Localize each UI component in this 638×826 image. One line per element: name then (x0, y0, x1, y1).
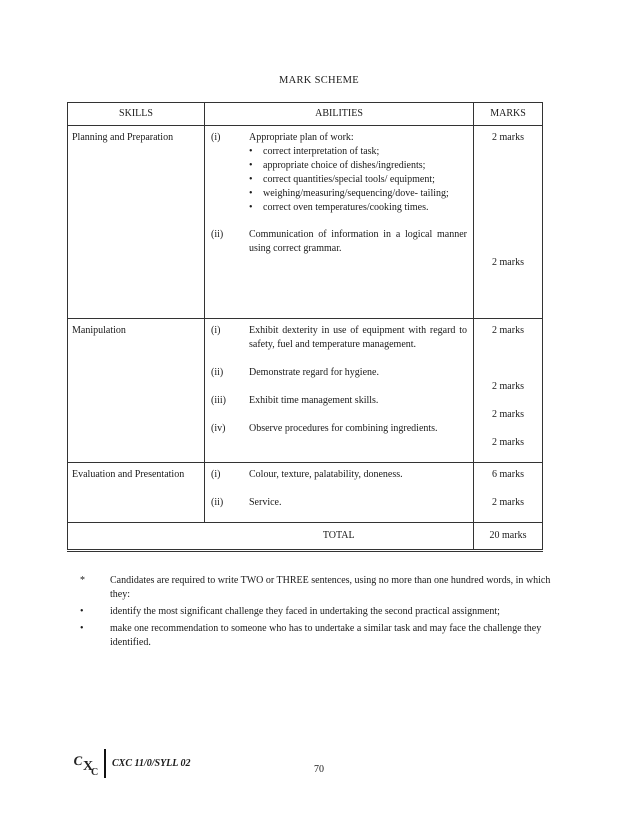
ability-item (205, 394, 473, 408)
item-text: Demonstrate regard for hygiene. (249, 367, 379, 378)
item-number: (iii) (211, 395, 226, 406)
item-number: (ii) (211, 229, 224, 240)
skill-evaluation: Evaluation and Presentation (68, 463, 205, 523)
ability-item (205, 496, 473, 510)
bullet-item: • correct interpretation of task; (249, 145, 467, 159)
abilities-cell (205, 319, 474, 463)
marks-value: 6 marks (492, 469, 524, 480)
item-number: (iv) (211, 423, 226, 434)
marks-value: 2 marks (492, 257, 524, 268)
item-text: Service. (249, 497, 282, 508)
ability-item (205, 228, 473, 256)
candidate-notes (80, 574, 555, 653)
mark-scheme-table (67, 102, 543, 552)
abilities-cell (205, 463, 474, 523)
page-number: 70 (314, 764, 324, 775)
marks-cell (474, 463, 543, 523)
item-text: Communication of information in a logical manner using correct grammar. (249, 229, 467, 254)
svg-text:C: C (91, 767, 99, 778)
total-spacer (68, 523, 205, 551)
item-number: (ii) (211, 367, 224, 378)
marks-value: 2 marks (492, 409, 524, 420)
total-row (68, 523, 543, 551)
item-number: (ii) (211, 497, 224, 508)
total-label: TOTAL (205, 523, 474, 551)
note-intro-text: Candidates are required to write TWO or THREE sentences, using no more than one hundred words, in which they: (110, 575, 551, 600)
marks-value: 2 marks (492, 325, 524, 336)
ability-item (205, 468, 473, 482)
syllabus-code: CXC 11/0/SYLL 02 (112, 758, 191, 769)
marks-cell (474, 319, 543, 463)
bullet-item: • weighing/measuring/sequencing/dove- tailing; (249, 187, 467, 201)
marks-value: 2 marks (492, 132, 524, 143)
header-marks: MARKS (474, 103, 543, 126)
note-bullet-text: make one recommendation to someone who has to undertake a similar task and may face the challenge they identified. (110, 623, 542, 648)
ability-item (205, 366, 473, 380)
item-text: Appropriate plan of work: (249, 132, 354, 143)
table-row (68, 126, 543, 319)
bullet-item: • correct oven temperatures/cooking times. (249, 201, 467, 215)
ability-item (205, 131, 473, 215)
item-text: Exhibit time management skills. (249, 395, 379, 406)
bullet-item: • correct quantities/special tools/ equipment; (249, 173, 467, 187)
marks-cell (474, 126, 543, 319)
bullet-item: • appropriate choice of dishes/ingredients; (249, 159, 467, 173)
table-header-row (68, 103, 543, 126)
header-skills: SKILLS (68, 103, 205, 126)
marks-value: 2 marks (492, 437, 524, 448)
item-text: Colour, texture, palatability, doneness. (249, 469, 403, 480)
item-number: (i) (211, 132, 221, 143)
skill-manipulation: Manipulation (68, 319, 205, 463)
table-row (68, 319, 543, 463)
ability-item (205, 422, 473, 436)
header-abilities: ABILITIES (205, 103, 474, 126)
table-row (68, 463, 543, 523)
item-number: (i) (211, 325, 221, 336)
list-item (80, 622, 555, 650)
bullet-symbol: • (80, 623, 84, 634)
page-title: MARK SCHEME (278, 75, 360, 86)
note-bullet-text: identify the most significant challenge they faced in undertaking the second practical assignment; (110, 606, 500, 617)
bullet-symbol: • (80, 606, 84, 617)
item-number: (i) (211, 469, 221, 480)
total-marks: 20 marks (474, 523, 543, 551)
svg-text:X: X (83, 759, 94, 774)
marks-value: 2 marks (492, 497, 524, 508)
svg-text:C: C (72, 753, 84, 768)
ability-item (205, 324, 473, 352)
skill-planning: Planning and Preparation (68, 126, 205, 319)
abilities-cell (205, 126, 474, 319)
item-text: Observe procedures for combining ingredients. (249, 423, 438, 434)
item-text: Exhibit dexterity in use of equipment with regard to safety, fuel and temperature management. (249, 325, 467, 350)
note-intro (80, 574, 555, 602)
list-item (80, 605, 555, 619)
asterisk-symbol: * (80, 575, 85, 586)
marks-value: 2 marks (492, 381, 524, 392)
